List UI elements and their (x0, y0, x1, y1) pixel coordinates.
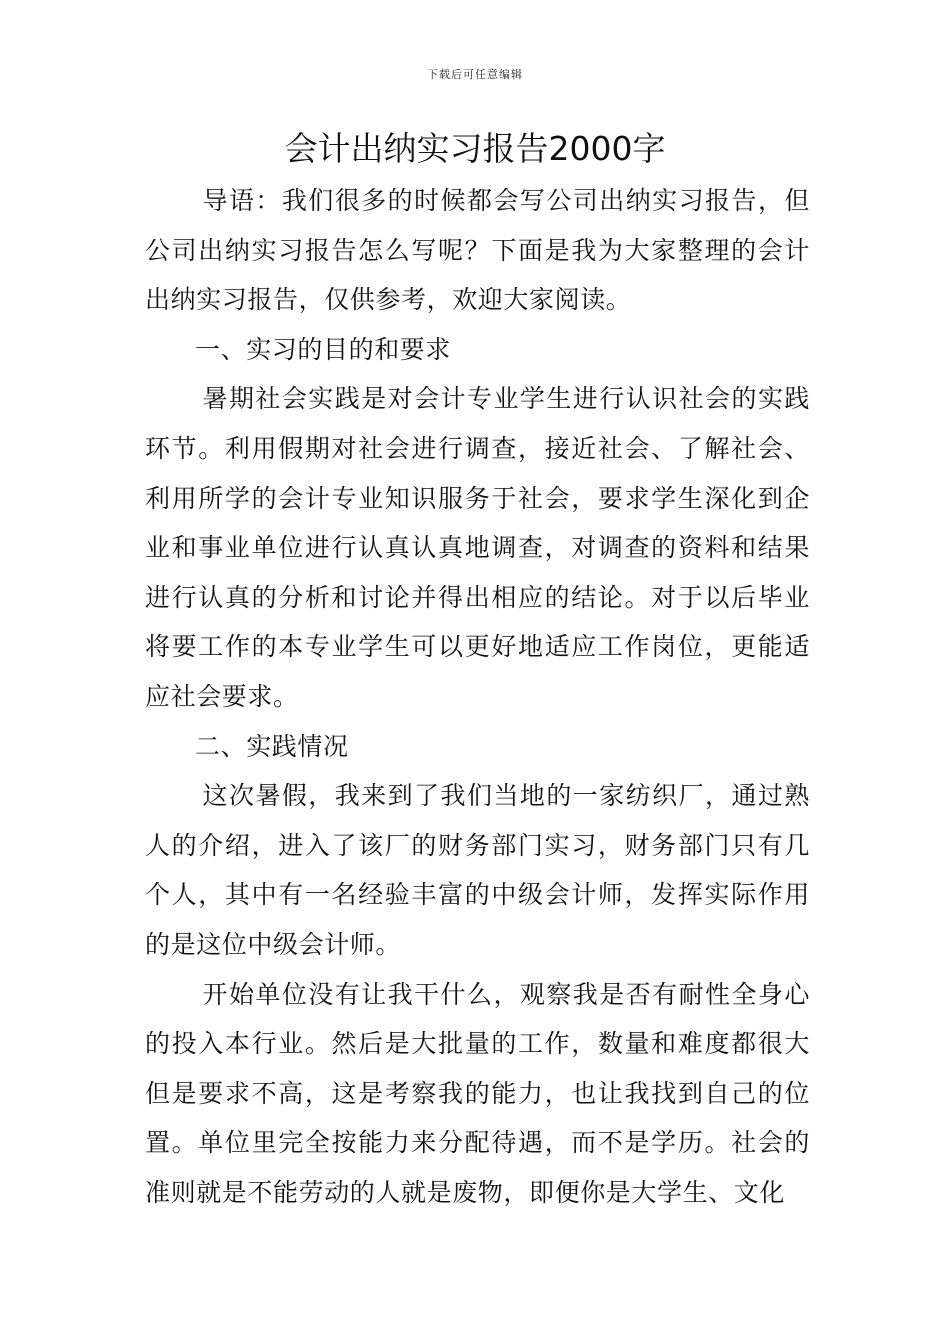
section-heading-purpose: 一、实习的目的和要求 (195, 334, 452, 364)
body-paragraph: 开始单位没有让我干什么，观察我是否有耐性全身心的投入本行业。然后是大批量的工作，数量和难度都很大但是要求不高，这是考察我的能力，也让我找到自己的位置。单位里完全按能力来分配待遇，而不是学历。社会的准则就是不能劳动的人就是废物，即便你是大学生、文化 (145, 979, 810, 1207)
document-title: 会计出纳实习报告2000字 (284, 129, 666, 168)
header-note: 下载后可任意编辑 (427, 68, 523, 81)
section-heading-practice: 二、实践情况 (195, 731, 349, 761)
body-paragraph: 暑期社会实践是对会计专业学生进行认识社会的实践环节。利用假期对社会进行调查，接近社会、了解社会、利用所学的会计专业知识服务于社会，要求学生深化到企业和事业单位进行认真认真地调查，对调查的资料和结果进行认真的分析和讨论并得出相应的结论。对于以后毕业将要工作的本专业学生可以更好地适应工作岗位，更能适应社会要求。 (145, 384, 810, 711)
document-body (145, 176, 810, 1217)
body-paragraph: 这次暑假，我来到了我们当地的一家纺织厂，通过熟人的介绍，进入了该厂的财务部门实习，财务部门只有几个人，其中有一名经验丰富的中级会计师，发挥实际作用的是这位中级会计师。 (145, 781, 810, 959)
intro-paragraph: 导语：我们很多的时候都会写公司出纳实习报告，但公司出纳实习报告怎么写呢？下面是我为大家整理的会计出纳实习报告，仅供参考，欢迎大家阅读。 (145, 186, 810, 315)
